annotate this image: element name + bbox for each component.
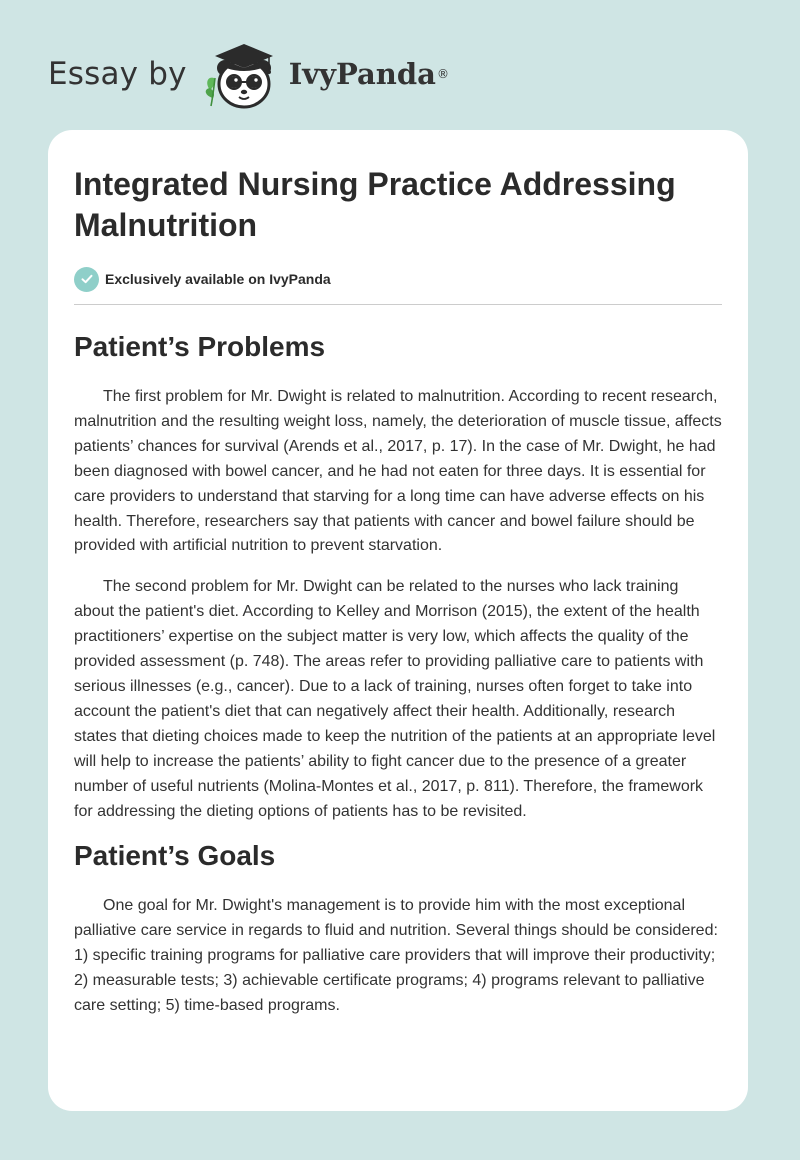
paragraph: One goal for Mr. Dwight's management is to provide him with the most exceptional palliative care service in regards to fluid and nutrition. Several things should be considered: 1) specific training programs for palliative care providers that will improve their productivity; 2) measurable tests; 3) achievable certificate programs; 4) programs relevant to palliative care setting; 5) time-based programs. <box>74 897 718 1015</box>
paragraph: The first problem for Mr. Dwight is related to malnutrition. According to recent research, malnutrition and the resulting weight loss, namely, the deterioration of muscle tissue, affects patients’ chances for survival (Arends et al., 2017, p. 17). In the case of Mr. Dwight, he had been diagnosed with bowel cancer, and he had not eaten for three days. It is essential for care providers to understand that starving for a long time can have adverse effects on his health. Therefore, researchers say that patients with cancer and bowel failure should be provided with artificial nutrition to prevent starvation. <box>74 388 722 555</box>
exclusive-badge <box>74 266 722 292</box>
article-title: Integrated Nursing Practice Addressing Malnutrition <box>74 166 676 243</box>
section-patients-problems <box>74 331 722 824</box>
paragraph: The second problem for Mr. Dwight can be related to the nurses who lack training about the patient's diet. According to Kelley and Morrison (2015), the extent of the health practitioners’ expertise on the subject matter is very low, which affects the quality of the provided assessment (p. 748). The areas refer to providing palliative care to patients with serious illnesses (e.g., cancer). Due to a lack of training, nurses often forget to take into account the patient's diet that can negatively affect their health. Additionally, research states that dieting choices made to keep the nutrition of the patients at an appropriate level will help to increase the patients’ ability to fight cancer due to the presence of a greater number of useful nutrients (Molina-Montes et al., 2017, p. 811). Therefore, the framework for addressing the dieting options of patients has to be revisited. <box>74 578 716 820</box>
article-card <box>48 130 748 1111</box>
panda-graduate-icon <box>201 34 285 114</box>
brand-name: IvyPanda <box>288 56 436 91</box>
check-circle-icon <box>74 267 99 292</box>
section-heading: Patient’s Goals <box>74 840 276 872</box>
brand-header[interactable] <box>48 34 449 114</box>
section-patients-goals <box>74 840 722 1019</box>
section-heading: Patient’s Problems <box>74 331 326 362</box>
divider <box>74 304 722 305</box>
exclusive-label: Exclusively available on IvyPanda <box>105 271 331 287</box>
brand-prefix: Essay by <box>48 55 187 92</box>
registered-mark: ® <box>436 67 449 81</box>
